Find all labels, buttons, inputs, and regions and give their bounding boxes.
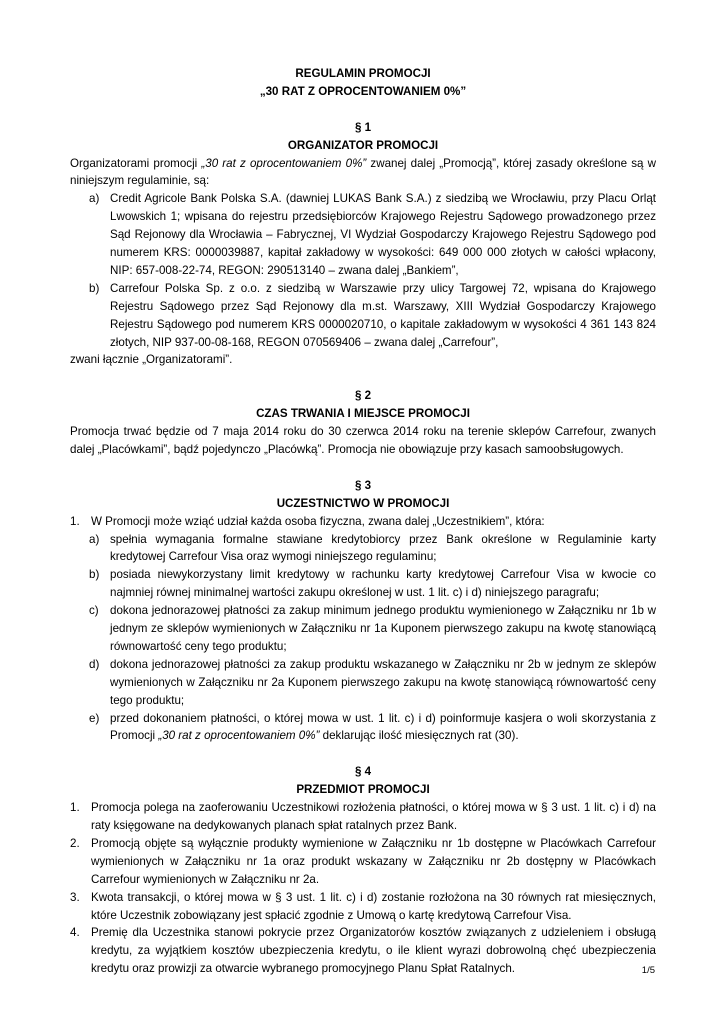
section-4-heading: PRZEDMIOT PROMOCJI (296, 783, 430, 797)
list-item-text: W Promocji może wziąć udział każda osoba fizyczna, zwana dalej „Uczestnikiem”, która: (91, 514, 545, 528)
list-item (70, 566, 656, 602)
title-line-2: „30 RAT Z OPROCENTOWANIEM 0%” (259, 84, 467, 98)
list-item-text: posiada niewykorzystany limit kredytowy w rachunku karty kredytowej Carrefour Visa w kwocie co najmniej równej minimalnej wartości zakupu określonej w ust. 1 lit. c) i d) niniejszego paragrafu; (110, 568, 656, 600)
list-item (70, 280, 656, 352)
list-item (70, 799, 656, 835)
section-3-number: § 3 (354, 478, 372, 492)
list-marker: 4. (70, 926, 80, 940)
list-item (70, 531, 656, 567)
list-marker: b) (89, 281, 100, 295)
list-marker: 1. (70, 514, 80, 528)
section-4 (70, 763, 656, 978)
list-marker: 1. (70, 801, 80, 815)
list-item (70, 835, 656, 889)
list-marker: 3. (70, 890, 80, 904)
list-item (70, 513, 656, 531)
list-item (70, 924, 656, 978)
list-marker: c) (89, 604, 99, 618)
list-item-text: dokona jednorazowej płatności za zakup produktu wskazanego w Załączniku nr 2b w jednym ze sklepów wymienionych w Załączniku nr 2a Kuponem pierwszego zakupu na kwotę stanowiącą równowartość ceny tego produktu; (110, 657, 656, 707)
list-item (70, 602, 656, 656)
section-1-number: § 1 (354, 120, 372, 134)
section-1-intro (70, 155, 656, 191)
list-marker: a) (89, 192, 100, 206)
promotion-name: „30 rat z oprocentowaniem 0%” (158, 729, 320, 743)
list-marker: b) (89, 568, 100, 582)
section-3 (70, 477, 656, 746)
document-title (70, 65, 656, 101)
list-item (70, 190, 656, 280)
list-item-text (110, 710, 656, 746)
item-e-text-cont: deklarując ilość miesięcznych rat (30). (319, 729, 519, 743)
list-item-text: Kwota transakcji, o której mowa w § 3 ust. 1 lit. c) i d) zostanie rozłożona na 30 równych rat miesięcznych, które Uczestnik zobowiązany jest spłacić zgodnie z Umową o kartę kredytową Carrefour Visa. (91, 890, 656, 922)
item-e-text: przed dokonaniem płatności, o której mowa w ust. 1 lit. c) i d) poinformuje kasjera o woli skorzystania z Promocji (110, 711, 656, 743)
section-2-number: § 2 (354, 389, 372, 403)
section-1-outro: zwani łącznie „Organizatorami”. (70, 353, 233, 367)
list-marker: e) (89, 711, 100, 725)
list-item-text: Carrefour Polska Sp. z o.o. z siedzibą w Warszawie przy ulicy Targowej 72, wpisana do Krajowego Rejestru Sądowego przez Sąd Rejonowy dla m.st. Warszawy, XIII Wydział Gospodarczy Krajowego Rejestru Sądowego pod numerem KRS 0000020710, o kapitale zakładowym w wysokości 4 361 143 824 złotych, NIP 937-00-08-168, REGON 070569406 – zwana dalej „Carrefour”, (110, 281, 656, 349)
intro-text-cont: zwanej dalej „Promocją”, której zasady określone są w niniejszym regulaminie, są: (70, 156, 656, 188)
list-item (70, 710, 656, 746)
section-4-number: § 4 (354, 765, 372, 779)
document-content (70, 65, 656, 978)
promotion-name: „30 rat z oprocentowaniem 0%” (201, 156, 367, 170)
section-2-heading: CZAS TRWANIA I MIEJSCE PROMOCJI (256, 407, 470, 421)
section-1 (70, 119, 656, 370)
list-item (70, 889, 656, 925)
list-item-text: Promocja polega na zaoferowaniu Uczestnikowi rozłożenia płatności, o której mowa w § 3 ust. 1 lit. c) i d) na raty księgowane na dedykowanych planach spłat ratalnych przez Bank. (91, 801, 656, 832)
list-item-text: dokona jednorazowej płatności za zakup minimum jednego produktu wymienionego w Załączniku nr 1b w jednym ze sklepów wymienionych w Załączniku nr 1a Kuponem pierwszego zakupu na kwotę stanowiącą równowartość ceny tego produktu; (110, 604, 656, 653)
list-item-text: Premię dla Uczestnika stanowi pokrycie przez Organizatorów kosztów związanych z udzieleniem i obsługą kredytu, za wyjątkiem kosztów ubezpieczenia kredytu, o ile klient wyrazi dobrowolną chęć ubezpieczenia kredytu oraz prowizji za otwarcie wybranego promocyjnego Planu Spłat Ratalnych. (91, 926, 656, 976)
list-item-text: Credit Agricole Bank Polska S.A. (dawniej LUKAS Bank S.A.) z siedzibą we Wrocławiu, przy Placu Orląt Lwowskich 1; wpisana do rejestru przedsiębiorców Krajowego Rejestru Sądowego prowadzonego przez Sąd Rejonowy dla Wrocławia – Fabrycznej, VI Wydział Gospodarczy Krajowego Rejestru Sądowego pod numerem KRS: 0000039887, kapitał zakładowy w wysokości: 649 000 000 złotych w całości wpłacony, NIP: 657-008-22-74, REGON: 290513140 – zwana dalej „Bankiem”, (110, 192, 656, 277)
section-2 (70, 387, 656, 459)
list-item-text: spełnia wymagania formalne stawiane kredytobiorcy przez Bank określone w Regulaminie karty kredytowej Carrefour Visa oraz wymogi niniejszego regulaminu; (110, 532, 656, 564)
list-marker: d) (89, 657, 100, 671)
section-2-text: Promocja trwać będzie od 7 maja 2014 roku do 30 czerwca 2014 roku na terenie sklepów Carrefour, zwanych dalej „Placówkami”, bądź pojedynczo „Placówką”. Promocja nie obowiązuje przy kasach samoobsługowych. (70, 425, 656, 456)
list-item-text: Promocją objęte są wyłącznie produkty wymienione w Załączniku nr 1b dostępne w Placówkach Carrefour wymienionych w Załączniku nr 1a oraz produkt wskazany w Załączniku nr 2b dostępny w Placówkach Carrefour wymienionych w Załączniku nr 2a. (91, 836, 656, 886)
list-item (70, 656, 656, 710)
list-marker: a) (89, 532, 100, 546)
section-3-heading: UCZESTNICTWO W PROMOCJI (276, 496, 450, 510)
intro-text: Organizatorami promocji (70, 156, 202, 170)
title-line-1: REGULAMIN PROMOCJI (295, 67, 431, 80)
page-number: 1/5 (641, 965, 655, 976)
section-1-heading: ORGANIZATOR PROMOCJI (287, 138, 439, 152)
list-marker: 2. (70, 836, 80, 850)
